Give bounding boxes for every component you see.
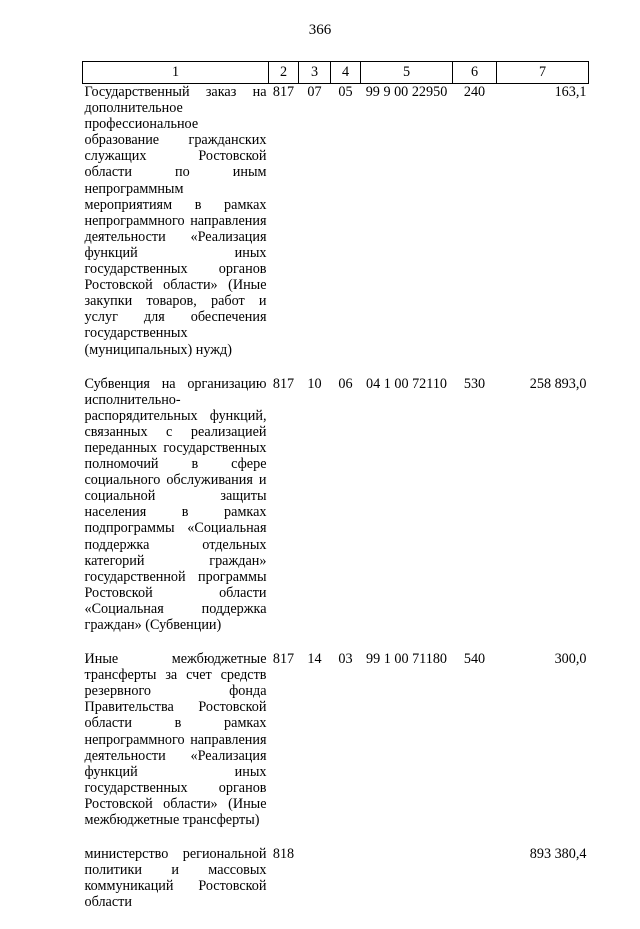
row-name: Государственный заказ на дополнительное профессиональное образование гражданских служащих Ростовской области по иным непрограммным мероприятиям в рамках непрограммного направления деятельности «Реализация функций иных государственных органов Ростовской области» (Иные закупки товаров, работ и услуг для обеспечения государственных (муниципальных) нужд) [84, 84, 267, 358]
column-header: 7 [497, 62, 589, 84]
row-amount: 163,1 [554, 84, 587, 100]
row-name: Иные межбюджетные трансферты за счет средств резервного фонда Правительства Ростовской области в рамках непрограммного направления деятельности «Реализация функций иных государственных органов Ростовской области» (Иные межбюджетные трансферты) [84, 651, 267, 829]
row-section-code: 07 [307, 84, 322, 100]
row-expense-type: 240 [463, 84, 486, 100]
row-target-code [361, 846, 453, 928]
table-row [83, 84, 589, 376]
row-ministry-code: 817 [272, 84, 295, 100]
column-header: 3 [299, 62, 331, 84]
row-subsection-code: 05 [338, 84, 353, 100]
row-expense-type: 540 [463, 651, 486, 668]
row-subsection-code: 03 [338, 651, 353, 668]
table-row [83, 651, 589, 846]
row-target-code: 99 1 00 71180 [365, 651, 448, 668]
row-section-code: 14 [307, 651, 322, 668]
row-subsection-code [331, 846, 361, 928]
row-amount: 258 893,0 [529, 375, 587, 392]
table-header-row [83, 62, 589, 84]
row-expense-type [453, 846, 497, 928]
column-header: 6 [453, 62, 497, 84]
budget-table [82, 61, 589, 929]
row-amount: 893 380,4 [529, 846, 587, 863]
row-section-code: 10 [307, 375, 322, 392]
row-expense-type: 530 [463, 375, 486, 392]
column-header: 1 [83, 62, 269, 84]
row-amount: 300,0 [554, 651, 587, 668]
table-row [83, 376, 589, 652]
table-row [83, 846, 589, 928]
row-target-code: 99 9 00 22950 [365, 84, 448, 100]
row-ministry-code: 818 [272, 846, 295, 863]
row-ministry-code: 817 [272, 651, 295, 668]
row-target-code: 04 1 00 72110 [365, 375, 448, 392]
page-number: 366 [308, 22, 332, 38]
row-subsection-code: 06 [338, 375, 353, 392]
column-header: 5 [361, 62, 453, 84]
column-header: 2 [269, 62, 299, 84]
row-name: Субвенция на организацию исполнительно-распорядительных функций, связанных с реализацией переданных государственных полномочий в сфере социального обслуживания и социальной защиты населения в рамках подпрограммы «Социальная поддержка отдельных категорий граждан» государственной программы Ростовской области «Социальная поддержка граждан» (Субвенции) [84, 375, 267, 633]
row-name: министерство региональной политики и массовых коммуникаций Ростовской области [84, 846, 267, 911]
row-ministry-code: 817 [272, 375, 295, 392]
row-section-code [299, 846, 331, 928]
column-header: 4 [331, 62, 361, 84]
